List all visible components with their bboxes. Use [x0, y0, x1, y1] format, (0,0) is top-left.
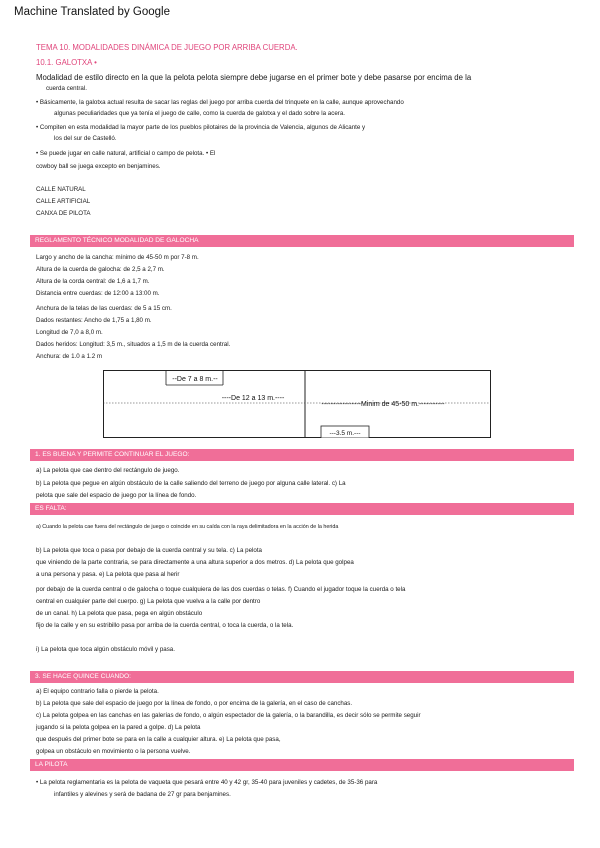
- width-label: --De 7 a 8 m.--: [172, 376, 218, 383]
- quince-line: jugando si la pelota golpea en la pared a golpe. d) La pelota: [36, 724, 201, 731]
- falta-line: fijo de la calle y en su estribillo pasa por arriba de la cuerda central, o toca la cuerda, o la tela.: [36, 622, 294, 629]
- falta-line: i) La pelota que toca algún obstáculo móvil y pasa.: [36, 646, 175, 653]
- quince-line: c) La pelota golpea en las canchas en las galerías de fondo, o algún espectador de la galería, o la barandilla, es decir sólo se permite seguir: [36, 712, 421, 719]
- buena-line: pelota que sale del espacio de juego por la línea de fondo.: [36, 492, 197, 499]
- distance-label: ----De 12 a 13 m.----: [221, 395, 285, 402]
- pilota-line: • La pelota reglamentaria es la pelota de vaqueta que pesará entre 40 y 42 gr, 35-40 para juveniles y cadetes, de 35-36 para: [36, 779, 378, 786]
- bullet-2a: • Compiten en esta modalidad la mayor parte de los pueblos pilotaires de la provincia de Valencia, algunos de Alicante y: [36, 124, 366, 131]
- bullet-3a: • Se puede jugar en calle natural, artificial o campo de pelota. • El: [36, 150, 216, 157]
- venue-item: CALLE NATURAL: [36, 186, 86, 193]
- reglamento-line: Anchura: de 1.0 a 1.2 m: [36, 353, 103, 360]
- reglamento-header: REGLAMENTO TÉCNICO MODALIDAD DE GALOCHA: [30, 235, 574, 247]
- page-title: TEMA 10. MODALIDADES DINÁMICA DE JUEGO POR ARRIBA CUERDA.: [36, 43, 298, 52]
- pilota-line: infantiles y alevines y será de badana de 27 gr para benjamines.: [54, 791, 231, 798]
- intro-line-2: cuerda central.: [46, 85, 87, 92]
- bullet-1b: algunas peculiaridades que ya tenía el juego de calle, como la cuerda de galotxa y el dado sobre la acera.: [54, 110, 346, 117]
- falta-line: por debajo de la cuerda central o de galocha o toque cualquiera de las dos cuerdas o telas. f) Cuando el jugador toque la cuerda o tela: [36, 586, 406, 593]
- buena-header: 1. ES BUENA Y PERMITE CONTINUAR EL JUEGO:: [30, 449, 574, 461]
- bullet-1a: • Básicamente, la galotxa actual resulta de sacar las reglas del juego por arriba cuerda del trinquete en la calle, aunque aprovechando: [36, 99, 404, 106]
- quince-line: b) La pelota que sale del espacio de juego por la línea de fondo, o por encima de la galería, en el caso de canchas.: [36, 700, 353, 707]
- buena-line: a) La pelota que cae dentro del rectángulo de juego.: [36, 467, 180, 474]
- falta-line: b) La pelota que toca o pasa por debajo de la cuerda central y su tela. c) La pelota: [36, 547, 262, 554]
- venue-item: CALLE ARTIFICIAL: [36, 198, 91, 205]
- falta-line: de un canal. h) La pelota que pasa, pega en algún obstáculo: [36, 610, 203, 617]
- quince-header: 3. SE HACE QUINCE CUANDO:: [30, 671, 574, 683]
- machine-translated-label: Machine Translated by Google: [14, 6, 170, 18]
- falta-line: a una persona y pasa. e) La pelota que pasa al herir: [36, 571, 180, 578]
- reglamento-line: Altura de la corda central: de 1,6 a 1,7 m.: [36, 278, 150, 285]
- length-label: -----------------Minim de 45-50 m.-----------: [321, 401, 445, 408]
- dado-label: ---3.5 m.---: [329, 430, 361, 437]
- reglamento-line: Longitud de 7,0 a 8,0 m.: [36, 329, 103, 336]
- pilota-header: LA PILOTA: [30, 759, 574, 771]
- reglamento-line: Anchura de la telas de las cuerdas: de 5 a 15 cm.: [36, 305, 172, 312]
- reglamento-line: Largo y ancho de la cancha: mínimo de 45-50 m por 7-8 m.: [36, 254, 199, 261]
- reglamento-line: Altura de la cuerda de galocha: de 2,5 a 2,7 m.: [36, 266, 165, 273]
- falta-line: a) Cuando la pelota cae fuera del rectángulo de juego o coincide en su caída con la raya delimitadora en la acción de la herida: [36, 524, 339, 530]
- venue-item: CANXA DE PILOTA: [36, 210, 91, 217]
- reglamento-line: Dados heridos: Longitud: 3,5 m., situados a 1,5 m de la cuerda central.: [36, 341, 231, 348]
- intro-line-1: Modalidad de estilo directo en la que la pelota pelota siempre debe jugarse en el primer bote y debe pasarse por encima de la: [36, 73, 472, 82]
- reglamento-line: Distancia entre cuerdas: de 12:00 a 13:00 m.: [36, 290, 160, 297]
- falta-line: que viniendo de la parte contraria, se para directamente a una altura superior a dos metros. d) La pelota que golpea: [36, 559, 354, 566]
- reglamento-line: Dados restantes: Ancho de 1,75 a 1,80 m.: [36, 317, 152, 324]
- falta-line: central en cualquier parte del cuerpo. g) La pelota que vuelva a la calle por dentro: [36, 598, 261, 605]
- bullet-3b: cowboy ball se juega excepto en benjamines.: [36, 163, 161, 170]
- quince-line: golpea un obstáculo en movimiento o la persona vuelve.: [36, 748, 191, 755]
- buena-line: b) La pelota que pegue en algún obstáculo de la calle saliendo del terreno de juego por alguna calle lateral. c) La: [36, 480, 346, 487]
- court-diagram: [103, 370, 491, 438]
- section-subtitle: 10.1. GALOTXA •: [36, 58, 97, 67]
- quince-line: que después del primer bote se para en la calle a cualquier altura. e) La pelota que pasa,: [36, 736, 281, 743]
- falta-header: ES FALTA:: [30, 503, 574, 515]
- quince-line: a) El equipo contrario falla o pierde la pelota.: [36, 688, 159, 695]
- bullet-2b: los del sur de Castelló.: [54, 135, 117, 142]
